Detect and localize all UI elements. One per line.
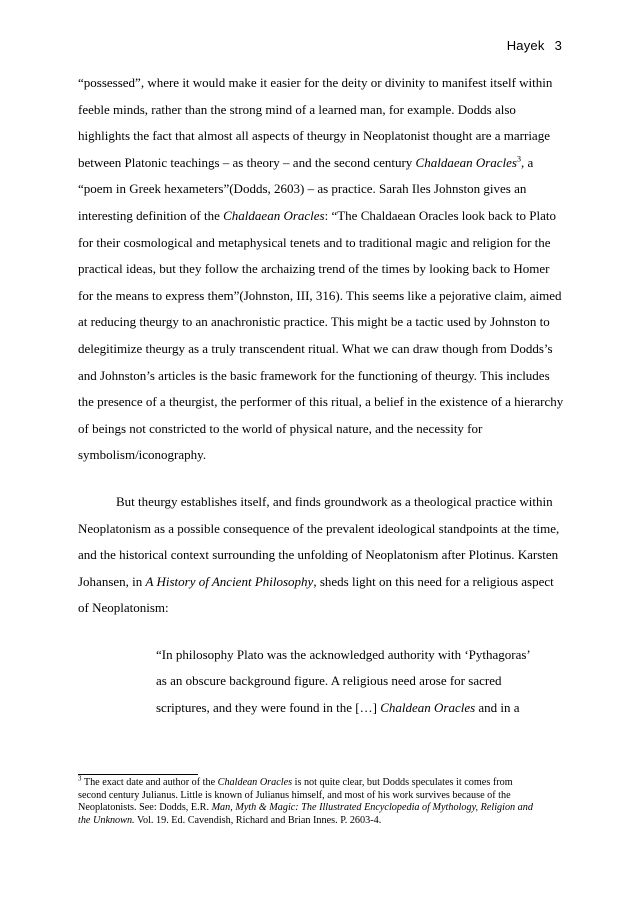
text-line: of beings not constricted to the world of physical nature, and the necessity for xyxy=(78,420,483,436)
text-line: and Johnston’s articles is the basic framework for the functioning of theurgy. This includes xyxy=(78,367,550,383)
text-run: Neoplatonists. See: Dodds, E.R. xyxy=(78,802,212,814)
text-run: : “The Chaldaean Oracles look back to Plato xyxy=(324,207,557,223)
text-line xyxy=(78,815,568,828)
text-line: of Neoplatonism: xyxy=(78,600,169,616)
text-line: delegitimize theurgy as a truly transcendent ritual. What we can draw though from Dodds’s xyxy=(78,340,553,356)
text-line: second century Julianus. Little is known of Julianus himself, and most of his work survives because of the xyxy=(78,789,511,801)
text-line: Neoplatonism as a possible consequence of the prevalent ideological standpoints at the time, xyxy=(78,520,560,536)
text-line: and the historical context surrounding the unfolding of Neoplatonism after Plotinus. Karsten xyxy=(78,547,559,563)
text-line: “possessed”, where it would make it easier for the deity or divinity to manifest itself within xyxy=(78,75,553,90)
text-line: at reducing theurgy to an anachronistic practice. This might be a tactic used by Johnston to xyxy=(78,314,550,330)
text-line: feeble minds, rather than the strong mind of a learned man, for example. Dodds also xyxy=(78,101,516,117)
text-line xyxy=(78,150,564,177)
paragraph-2 xyxy=(78,489,564,622)
text-line: highlights the fact that almost all aspects of theurgy in Neoplatonist thought are a marriage xyxy=(78,128,550,144)
body-text xyxy=(78,70,564,722)
italic-title: A History of Ancient Philosophy xyxy=(145,573,314,589)
italic-title: Chaldaean Oracles xyxy=(223,207,325,223)
text-line xyxy=(78,569,564,596)
text-run: , sheds light on this need for a religious aspect xyxy=(313,573,554,589)
footnote-marker: 3 xyxy=(78,774,82,783)
text-run: , a xyxy=(521,154,534,170)
paragraph-1 xyxy=(78,70,564,469)
text-run: is not quite clear, but Dodds speculates it comes from xyxy=(292,777,513,788)
italic-title: Chaldean Oracles xyxy=(380,700,476,716)
text-run: interesting definition of the xyxy=(78,207,224,223)
text-line xyxy=(156,695,564,722)
paragraph-gap xyxy=(78,622,564,642)
italic-title: the Unknown. xyxy=(78,814,135,826)
italic-title: Chaldaean Oracles xyxy=(415,154,517,170)
footnote-ref: 3 xyxy=(517,154,521,164)
text-run: Johansen, in xyxy=(78,573,146,589)
header-author: Hayek xyxy=(506,38,545,53)
text-line: “In philosophy Plato was the acknowledged authority with ‘Pythagoras’ xyxy=(156,646,531,662)
text-line: the presence of a theurgist, the performer of this ritual, a belief in the existence of a hierarchy xyxy=(78,394,564,410)
text-run: The exact date and author of the xyxy=(81,777,218,788)
text-line: for the means to express them”(Johnston, III, 316). This seems like a pejorative claim, aimed xyxy=(78,287,562,303)
text-run: Vol. 19. Ed. Cavendish, Richard and Brian Innes. P. 2603-4. xyxy=(134,814,382,826)
text-line: practical ideas, but they follow the archaizing trend of the times by looking back to Homer xyxy=(78,261,550,277)
text-line: for their cosmological and metaphysical tenets and to traditional magic and religion for the xyxy=(78,234,551,250)
text-run: scriptures, and they were found in the […] xyxy=(156,700,381,716)
paragraph-gap xyxy=(78,469,564,489)
running-header xyxy=(507,38,562,53)
text-line: “poem in Greek hexameters”(Dodds, 2603) – as practice. Sarah Iles Johnston gives an xyxy=(78,181,527,197)
block-quote xyxy=(78,642,564,722)
page-number: 3 xyxy=(554,38,562,53)
text-line: But theurgy establishes itself, and finds groundwork as a theological practice within xyxy=(116,493,553,509)
footnote-separator xyxy=(78,774,198,775)
text-line xyxy=(78,774,568,790)
text-run: between Platonic teachings – as theory – and the second century xyxy=(78,154,416,170)
text-run: and in a xyxy=(475,700,520,716)
footnote xyxy=(78,774,568,827)
text-line xyxy=(78,203,564,230)
italic-title: Man, Myth & Magic: The Illustrated Encyclopedia of Mythology, Religion and xyxy=(211,802,533,814)
italic-title: Chaldean Oracles xyxy=(217,777,293,788)
text-line xyxy=(78,802,568,815)
text-line: symbolism/iconography. xyxy=(78,447,207,463)
text-line: as an obscure background figure. A religious need arose for sacred xyxy=(156,673,502,689)
